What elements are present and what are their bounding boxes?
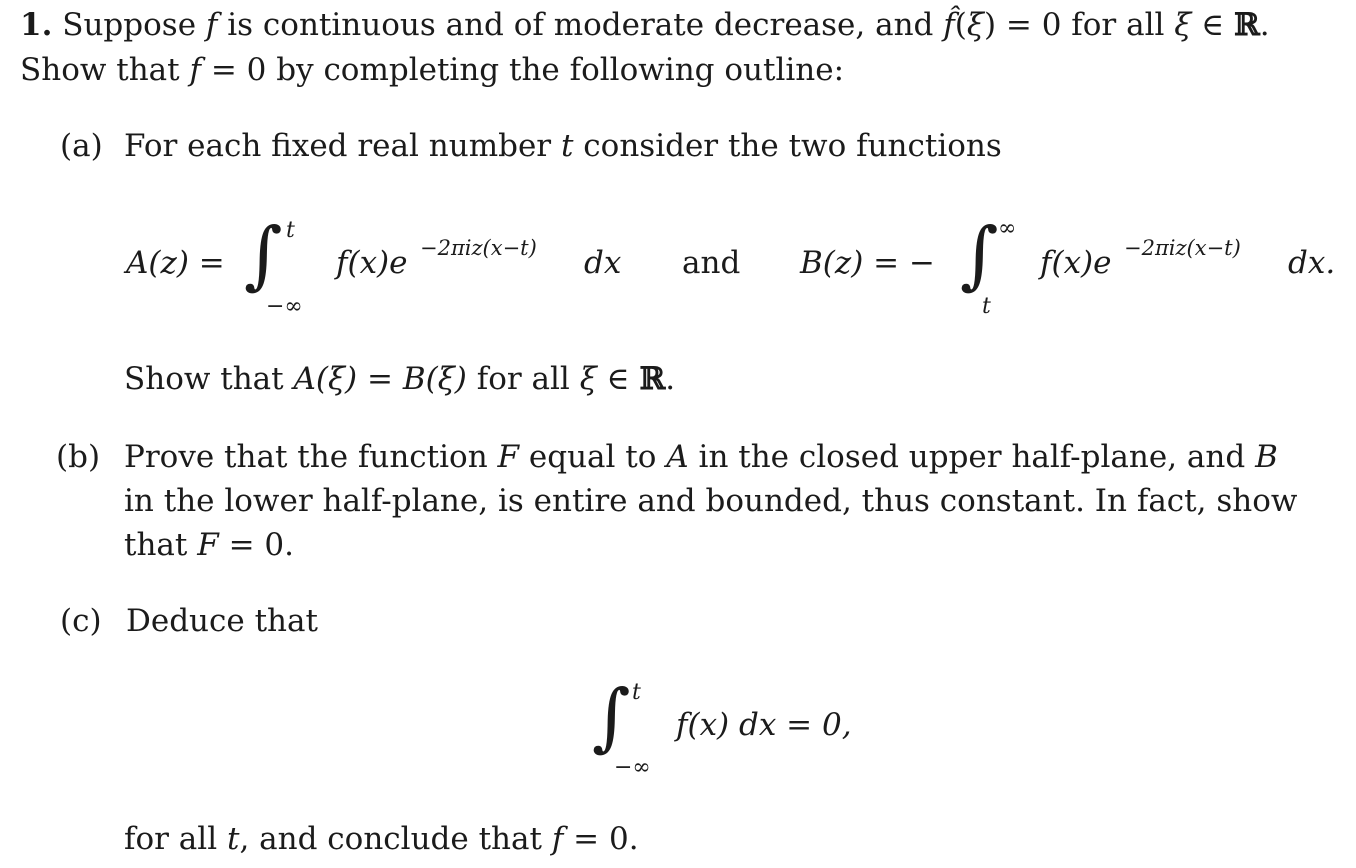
eq-B-dx: dx. [1288, 245, 1336, 281]
eq-C-upper-limit: t [632, 680, 641, 705]
problem-text: . [1259, 7, 1270, 43]
problem-text: Show that [20, 52, 190, 88]
math-F: F [497, 439, 520, 475]
part-c-label: (c) [60, 603, 102, 639]
part-b-text: Prove that the function [124, 439, 498, 475]
eq-A-exponent: −2πiz(x−t) [420, 236, 537, 260]
part-a-text: for all [466, 361, 580, 397]
problem-text: ) = 0 for all [983, 7, 1175, 43]
math-F: F [197, 527, 219, 563]
eq-C-integrand: f(x) dx = 0, [676, 707, 852, 743]
math-t: t [560, 128, 574, 164]
eq-B-exponent: −2πiz(x−t) [1124, 236, 1241, 260]
part-c-intro: Deduce that [126, 603, 318, 639]
part-a-text: consider the two functions [573, 128, 1002, 164]
integral-sign: ∫ [592, 674, 631, 760]
part-a-label: (a) [60, 128, 103, 164]
part-b-text: in the closed upper half-plane, and [688, 439, 1256, 475]
part-a-text: ∈ [596, 361, 640, 397]
problem-line-2 [20, 52, 845, 88]
part-b-label: (b) [56, 439, 101, 475]
part-a-text: For each fixed real number [124, 128, 561, 164]
math-f: f [205, 7, 218, 43]
eq-C-lower-limit: −∞ [614, 755, 651, 780]
eq-and: and [682, 245, 741, 281]
math-f: f [189, 52, 201, 88]
problem-line-1 [20, 7, 1270, 43]
part-a-text: . [665, 361, 676, 397]
part-b-line-1 [124, 439, 1278, 475]
math-reals: ℝ [639, 361, 666, 397]
part-b-text: = 0. [218, 527, 294, 563]
part-b-text: that [124, 527, 198, 563]
eq-B-integrand: f(x)e [1040, 245, 1112, 281]
math-A-xi: A(ξ) [293, 361, 358, 397]
math-B: B [1255, 439, 1278, 475]
math-t: t [226, 821, 240, 857]
eq-A-lhs: A(z) = [126, 245, 225, 281]
problem-text: ∈ [1191, 7, 1235, 43]
eq-A-lower-limit: −∞ [266, 294, 303, 319]
part-a-text: Show that [124, 361, 294, 397]
eq-A-upper-limit: t [286, 218, 295, 243]
problem-text: = 0 by completing the following outline: [200, 52, 845, 88]
problem-number: 1. [20, 7, 53, 43]
part-c-text: = 0. [563, 821, 639, 857]
problem-text: is continuous and of moderate decrease, and [217, 7, 944, 43]
integral-sign: ∫ [244, 212, 283, 298]
eq-B-upper-limit: ∞ [998, 216, 1017, 241]
part-a-show [124, 361, 676, 397]
part-b-line-2: in the lower half-plane, is entire and bounded, thus constant. In fact, show [124, 483, 1298, 519]
eq-A-integrand: f(x)e [336, 245, 408, 281]
part-a-intro [124, 128, 1002, 164]
part-b-text: equal to [519, 439, 667, 475]
math-xi: ξ [579, 361, 597, 397]
math-fhat: f̂ [943, 7, 955, 43]
math-A: A [666, 439, 689, 475]
part-b-line-3 [124, 527, 294, 563]
part-c-conclusion [124, 821, 639, 857]
problem-text: ( [954, 7, 967, 43]
eq-B-lower-limit: t [982, 294, 991, 319]
part-c-text: , and conclude that [239, 821, 552, 857]
math-B-xi: B(ξ) [402, 361, 467, 397]
eq-B-lhs: B(z) = − [800, 245, 935, 281]
math-xi: ξ [1174, 7, 1192, 43]
math-xi: ξ [966, 7, 984, 43]
part-a-text: = [357, 361, 403, 397]
problem-text: Suppose [62, 7, 206, 43]
integral-sign: ∫ [960, 212, 999, 298]
part-c-text: for all [124, 821, 227, 857]
math-reals: ℝ [1234, 7, 1260, 43]
math-f: f [551, 821, 564, 857]
eq-A-dx: dx [584, 245, 622, 281]
